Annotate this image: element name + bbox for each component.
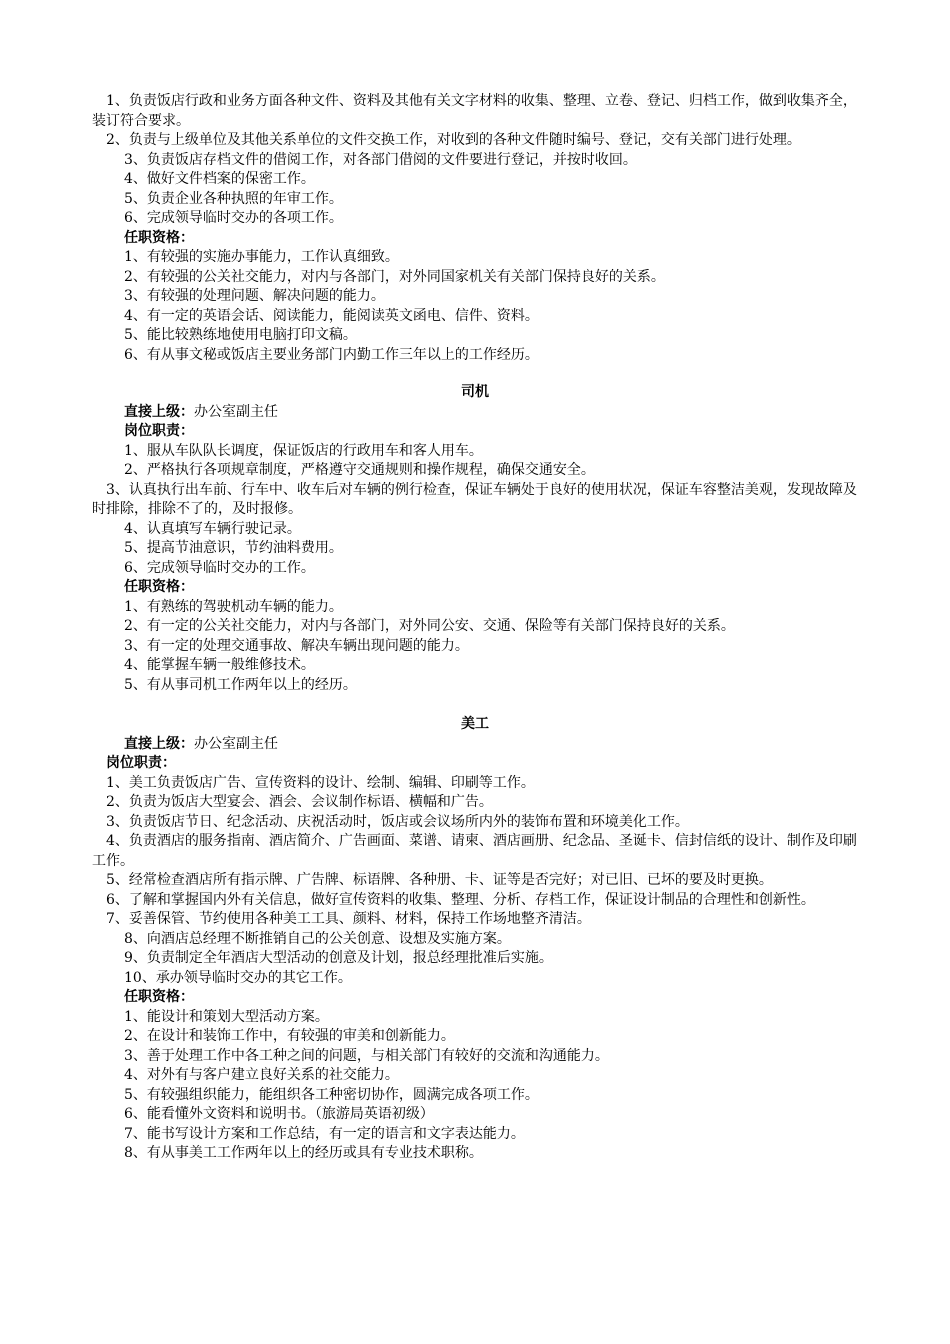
supervisor-value: 办公室副主任 bbox=[194, 735, 278, 752]
qualification-item: 3、善于处理工作中各工种之间的问题，与相关部门有较好的交流和沟通能力。 bbox=[124, 1047, 609, 1064]
duty-item: 9、负责制定全年酒店大型活动的创意及计划，报总经理批准后实施。 bbox=[124, 950, 553, 966]
qualification-item: 1、有较强的实施办事能力，工作认真细致。 bbox=[124, 249, 399, 265]
qualification-item: 8、有从事美工工作两年以上的经历或具有专业技术职称。 bbox=[124, 1145, 483, 1161]
duty-item: 5、负责企业各种执照的年审工作。 bbox=[124, 190, 343, 207]
duty-heading: 岗位职责： bbox=[106, 755, 176, 771]
qualification-item: 5、有从事司机工作两年以上的经历。 bbox=[124, 676, 357, 693]
supervisor-label: 直接上级： bbox=[124, 735, 194, 752]
qualification-item: 4、对外有与客户建立良好关系的社交能力。 bbox=[124, 1067, 399, 1083]
duty-item: 6、了解和掌握国内外有关信息，做好宣传资料的收集、整理、分析、存档工作，保证设计制品的合理性和创新性。 bbox=[106, 891, 815, 908]
qualification-heading: 任职资格： bbox=[124, 989, 194, 1005]
duty-item: 2、严格执行各项规章制度，严格遵守交通规则和操作规程，确保交通安全。 bbox=[124, 462, 595, 478]
duty-item: 4、做好文件档案的保密工作。 bbox=[124, 171, 315, 187]
duty-item: 5、提高节油意识，节约油料费用。 bbox=[124, 540, 343, 556]
section-title-artist: 美工 bbox=[461, 716, 489, 732]
duty-item: 1、负责饭店行政和业务方面各种文件、资料及其他有关文字材料的收集、整理、立卷、登记、归档工作，做到收集齐全，装订符合要求。 bbox=[92, 93, 857, 129]
qualification-item: 1、能设计和策划大型活动方案。 bbox=[124, 1008, 329, 1025]
duty-item: 4、认真填写车辆行驶记录。 bbox=[124, 520, 301, 537]
supervisor-label: 直接上级： bbox=[124, 403, 194, 420]
qualification-item: 5、能比较熟练地使用电脑打印文稿。 bbox=[124, 327, 357, 343]
duty-item: 10、承办领导临时交办的其它工作。 bbox=[124, 969, 352, 986]
qualification-item: 2、有较强的公关社交能力，对内与各部门，对外同国家机关有关部门保持良好的关系。 bbox=[124, 268, 665, 285]
duty-item: 1、服从车队队长调度，保证饭店的行政用车和客人用车。 bbox=[124, 442, 483, 459]
qualification-item: 2、在设计和装饰工作中，有较强的审美和创新能力。 bbox=[124, 1028, 455, 1044]
qualification-item: 3、有较强的处理问题、解决问题的能力。 bbox=[124, 288, 385, 304]
duty-heading: 岗位职责： bbox=[124, 423, 194, 439]
qualification-item: 2、有一定的公关社交能力，对内与各部门，对外同公安、交通、保险等有关部门保持良好的关系。 bbox=[124, 618, 735, 634]
duty-item: 6、完成领导临时交办的各项工作。 bbox=[124, 210, 343, 226]
duty-item: 3、负责饭店节日、纪念活动、庆祝活动时，饭店或会议场所内外的装饰布置和环境美化工作。 bbox=[106, 813, 689, 830]
qualification-item: 1、有熟练的驾驶机动车辆的能力。 bbox=[124, 598, 343, 615]
supervisor-value: 办公室副主任 bbox=[194, 403, 278, 420]
qualification-item: 7、能书写设计方案和工作总结，有一定的语言和文字表达能力。 bbox=[124, 1125, 525, 1142]
qualification-item: 6、能看懂外文资料和说明书。（旅游局英语初级） bbox=[124, 1106, 434, 1122]
duty-item: 3、认真执行出车前、行车中、收车后对车辆的例行检查，保证车辆处于良好的使用状况，保证车容整洁美观，发现故障及时排除，排除不了的，及时报修。 bbox=[92, 481, 857, 517]
qualification-item: 5、有较强组织能力，能组织各工种密切协作，圆满完成各项工作。 bbox=[124, 1086, 539, 1103]
qualification-item: 6、有从事文秘或饭店主要业务部门内勤工作三年以上的工作经历。 bbox=[124, 346, 539, 363]
duty-item: 5、经常检查酒店所有指示牌、广告牌、标语牌、各种册、卡、证等是否完好；对已旧、已坏的要及时更换。 bbox=[106, 872, 773, 888]
duty-item: 3、负责饭店存档文件的借阅工作，对各部门借阅的文件要进行登记，并按时收回。 bbox=[124, 151, 637, 168]
direct-supervisor bbox=[92, 403, 858, 423]
direct-supervisor bbox=[92, 735, 858, 755]
duty-item: 2、负责与上级单位及其他关系单位的文件交换工作，对收到的各种文件随时编号、登记，交有关部门进行处理。 bbox=[106, 132, 801, 148]
duty-item: 6、完成领导临时交办的工作。 bbox=[124, 559, 315, 576]
duty-item: 4、负责酒店的服务指南、酒店简介、广告画面、菜谱、请柬、酒店画册、纪念品、圣诞卡、信封信纸的设计、制作及印刷工作。 bbox=[92, 833, 857, 869]
duty-item: 1、美工负责饭店广告、宣传资料的设计、绘制、编辑、印刷等工作。 bbox=[106, 774, 535, 791]
section-title-driver: 司机 bbox=[461, 384, 489, 400]
qualification-item: 4、有一定的英语会话、阅读能力，能阅读英文函电、信件、资料。 bbox=[124, 307, 539, 324]
duty-item: 7、妥善保管、节约使用各种美工工具、颜料、材料，保持工作场地整齐清洁。 bbox=[106, 911, 591, 927]
qualification-heading: 任职资格： bbox=[124, 229, 194, 246]
duty-item: 2、负责为饭店大型宴会、酒会、会议制作标语、横幅和广告。 bbox=[106, 794, 493, 810]
document-page bbox=[92, 92, 858, 1164]
qualification-item: 4、能掌握车辆一般维修技术。 bbox=[124, 657, 315, 673]
qualification-heading: 任职资格： bbox=[124, 579, 194, 595]
duty-item: 8、向酒店总经理不断推销自己的公关创意、设想及实施方案。 bbox=[124, 930, 511, 947]
qualification-item: 3、有一定的处理交通事故、解决车辆出现问题的能力。 bbox=[124, 637, 469, 654]
